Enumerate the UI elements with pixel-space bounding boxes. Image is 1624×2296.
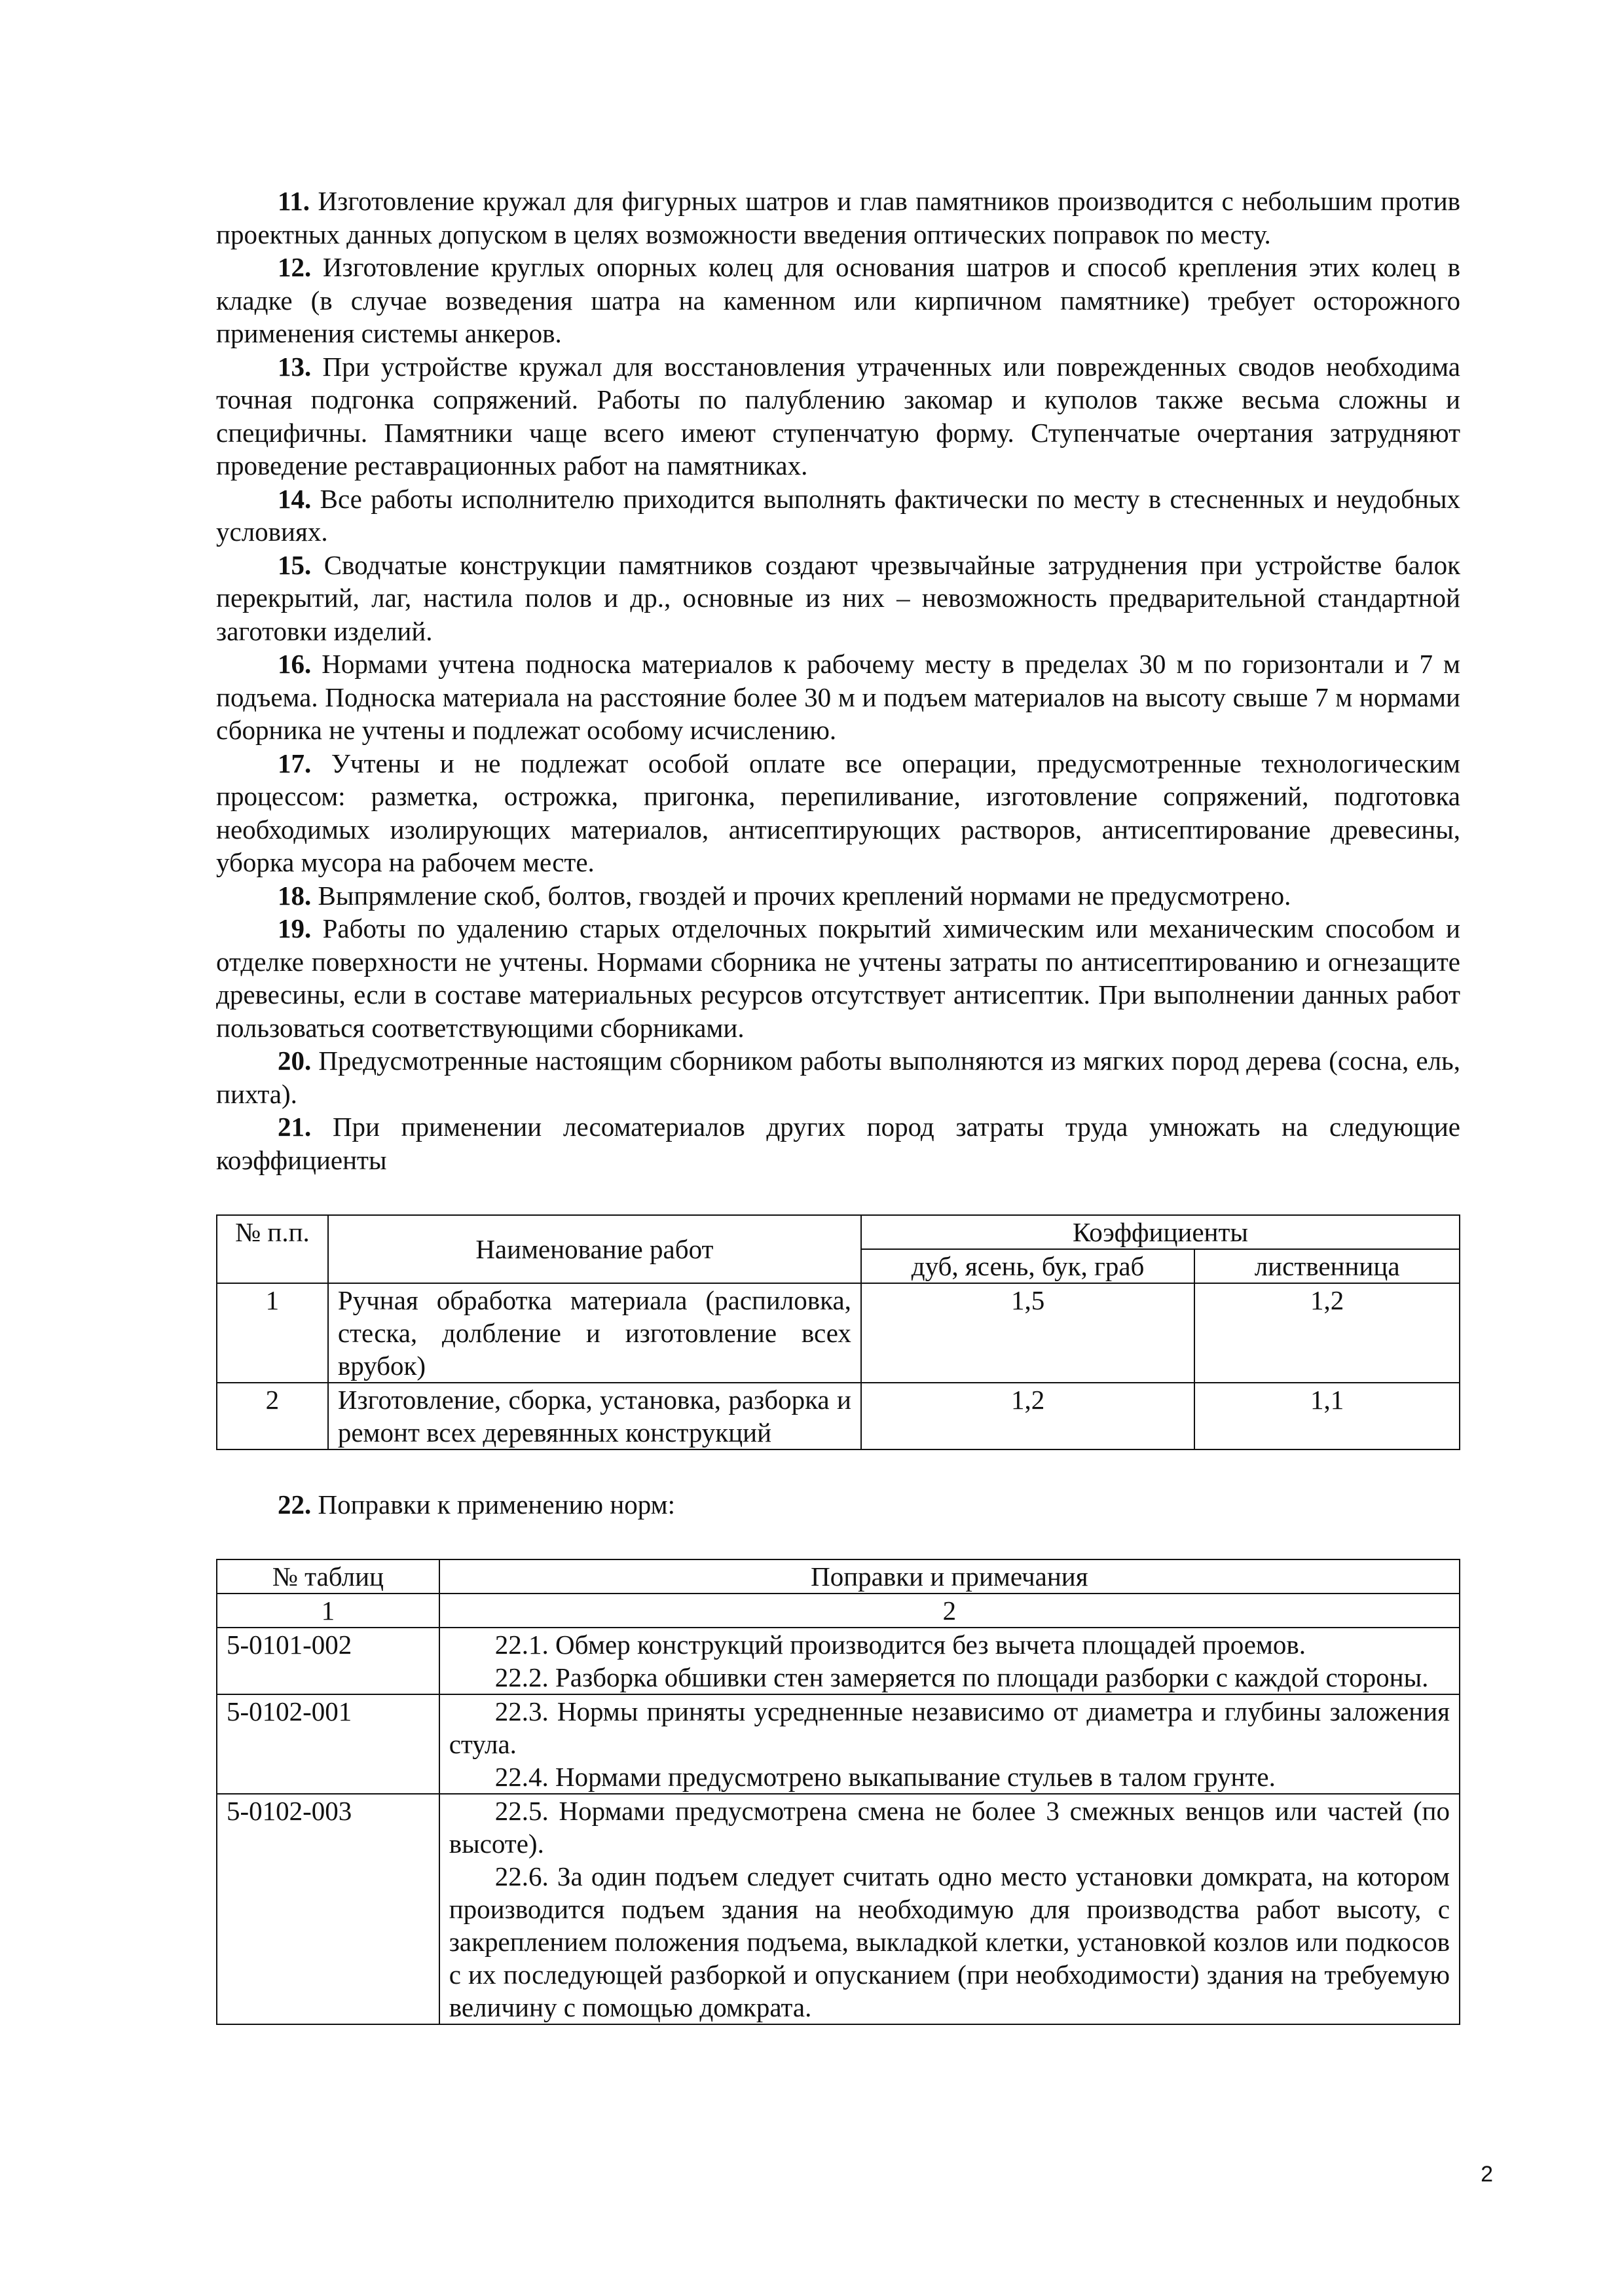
row-table-code: 5-0101-002	[217, 1628, 439, 1694]
header-notes: Поправки и примечания	[439, 1559, 1460, 1594]
row-larch-value: 1,2	[1194, 1283, 1460, 1383]
paragraph-19	[216, 912, 1460, 1044]
paragraph-14	[216, 483, 1460, 549]
page-number: 2	[1481, 2162, 1493, 2187]
row-notes	[439, 1794, 1460, 2024]
note-item: 22.3. Нормы приняты усредненные независимо от диаметра и глубины заложения стула.	[449, 1696, 1450, 1759]
row-number: 1	[217, 1283, 328, 1383]
paragraph-11	[216, 185, 1460, 251]
row-work-name: Ручная обработка материала (распиловка, стеска, долбление и изготовление всех врубок)	[328, 1283, 861, 1383]
table-row	[217, 1283, 1460, 1383]
paragraph-12	[216, 251, 1460, 350]
table-row	[217, 1628, 1460, 1694]
paragraph-text: Изготовление круглых опорных колец для основания шатров и способ крепления этих колец в кладке (в случае возведения шатра на каменном или кирпичном памятнике) требует осторожного применения системы анкеров.	[216, 252, 1460, 348]
paragraph-16	[216, 647, 1460, 747]
row-larch-value: 1,1	[1194, 1383, 1460, 1449]
column-index-1: 1	[217, 1594, 439, 1628]
paragraph-18	[216, 879, 1460, 913]
paragraph-text: Учтены и не подлежат особой оплате все операции, предусмотренные технологическим процессом: разметка, острожка, пригонка, перепиливание, изготовление сопряжений, подготовка необходимых изолирующих материалов, антисептирующих растворов, антисептирование древесины, уборка мусора на рабочем месте.	[216, 748, 1460, 877]
paragraph-text: Предусмотренные настоящим сборником работы выполняются из мягких пород дерева (сосна, ель, пихта).	[216, 1046, 1460, 1109]
note-item: 22.4. Нормами предусмотрено выкапывание стульев в талом грунте.	[494, 1762, 1276, 1792]
paragraph-number: 18.	[278, 880, 312, 911]
coefficients-table	[216, 1214, 1460, 1450]
paragraph-number: 15.	[278, 549, 312, 580]
note-item: 22.1. Обмер конструкций производится без вычета площадей проемов.	[494, 1630, 1306, 1660]
row-number: 2	[217, 1383, 328, 1449]
table-row	[217, 1794, 1460, 2024]
amendments-table	[216, 1559, 1460, 2025]
header-coefficients: Коэффициенты	[861, 1215, 1460, 1249]
paragraph-15	[216, 549, 1460, 648]
header-table-code: № таблиц	[217, 1559, 439, 1594]
row-work-name: Изготовление, сборка, установка, разборка и ремонт всех деревянных конструкций	[328, 1383, 861, 1449]
row-oak-value: 1,5	[861, 1283, 1194, 1383]
header-larch: лиственница	[1194, 1249, 1460, 1283]
paragraph-13	[216, 350, 1460, 483]
paragraph-number: 12.	[278, 252, 312, 282]
header-work-name: Наименование работ	[328, 1215, 861, 1283]
row-table-code: 5-0102-001	[217, 1694, 439, 1794]
paragraph-text: При применении лесоматериалов других пород затраты труда умножать на следующие коэффициенты	[216, 1112, 1460, 1175]
paragraph-number: 19.	[278, 913, 312, 943]
paragraph-17	[216, 747, 1460, 879]
paragraph-text: Сводчатые конструкции памятников создают чрезвычайные затруднения при устройстве балок перекрытий, лаг, настила полов и др., основные из них – невозможность предварительной стандартной заготовки изделий.	[216, 549, 1460, 646]
paragraph-number: 14.	[278, 483, 312, 514]
paragraph-text: Поправки к применению норм:	[311, 1489, 675, 1520]
table-row	[217, 1383, 1460, 1449]
paragraph-20	[216, 1044, 1460, 1110]
section-22-title	[216, 1488, 1460, 1521]
header-oak: дуб, ясень, бук, граб	[861, 1249, 1194, 1283]
paragraph-number: 22.	[278, 1489, 312, 1520]
row-notes	[439, 1628, 1460, 1694]
paragraph-text: Нормами учтена подноска материалов к рабочему месту в пределах 30 м по горизонтали и 7 м подъема. Подноска материала на расстояние более 30 м и подъем материалов на высоту свыше 7 м нормами сборника не учтены и подлежат особому исчислению.	[216, 649, 1460, 745]
note-item: 22.2. Разборка обшивки стен замеряется по площади разборки с каждой стороны.	[494, 1662, 1429, 1692]
document-page	[216, 185, 1460, 2025]
header-number: № п.п.	[217, 1215, 328, 1283]
row-table-code: 5-0102-003	[217, 1794, 439, 2024]
paragraph-number: 20.	[278, 1046, 312, 1076]
table-row	[217, 1694, 1460, 1794]
note-item: 22.6. За один подъем следует считать одно место установки домкрата, на котором производится подъем здания на необходимую для производства работ высоту, с закреплением положения подъема, выкладкой клетки, установкой козлов или подкосов с их последующей разборкой и опусканием (при необходимости) здания на требуемую величину с помощью домкрата.	[449, 1861, 1450, 2022]
paragraph-21	[216, 1110, 1460, 1176]
row-notes	[439, 1694, 1460, 1794]
paragraph-number: 13.	[278, 351, 312, 382]
note-item: 22.5. Нормами предусмотрена смена не более 3 смежных венцов или частей (по высоте).	[449, 1796, 1450, 1859]
paragraph-text: При устройстве кружал для восстановления утраченных или поврежденных сводов необходима точная подгонка сопряжений. Работы по палублению закомар и куполов также весьма сложны и специфичны. Памятники чаще всего имеют ступенчатую форму. Ступенчатые очертания затрудняют проведение реставрационных работ на памятниках.	[216, 351, 1460, 481]
paragraph-text: Выпрямление скоб, болтов, гвоздей и прочих креплений нормами не предусмотрено.	[311, 880, 1291, 911]
column-index-2: 2	[439, 1594, 1460, 1628]
paragraph-number: 11.	[278, 186, 310, 216]
paragraph-number: 21.	[278, 1112, 312, 1142]
paragraph-text: Работы по удалению старых отделочных покрытий химическим или механическим способом и отделке поверхности не учтены. Нормами сборника не учтены затраты по антисептированию и огнезащите древесины, если в составе материальных ресурсов отсутствует антисептик. При выполнении данных работ пользоваться соответствующими сборниками.	[216, 913, 1460, 1043]
row-oak-value: 1,2	[861, 1383, 1194, 1449]
paragraph-text: Изготовление кружал для фигурных шатров и глав памятников производится с небольшим против проектных данных допуском в целях возможности введения оптических поправок по месту.	[216, 186, 1460, 249]
paragraph-number: 16.	[278, 649, 312, 679]
paragraph-text: Все работы исполнителю приходится выполнять фактически по месту в стесненных и неудобных условиях.	[216, 483, 1460, 547]
paragraph-number: 17.	[278, 748, 312, 778]
